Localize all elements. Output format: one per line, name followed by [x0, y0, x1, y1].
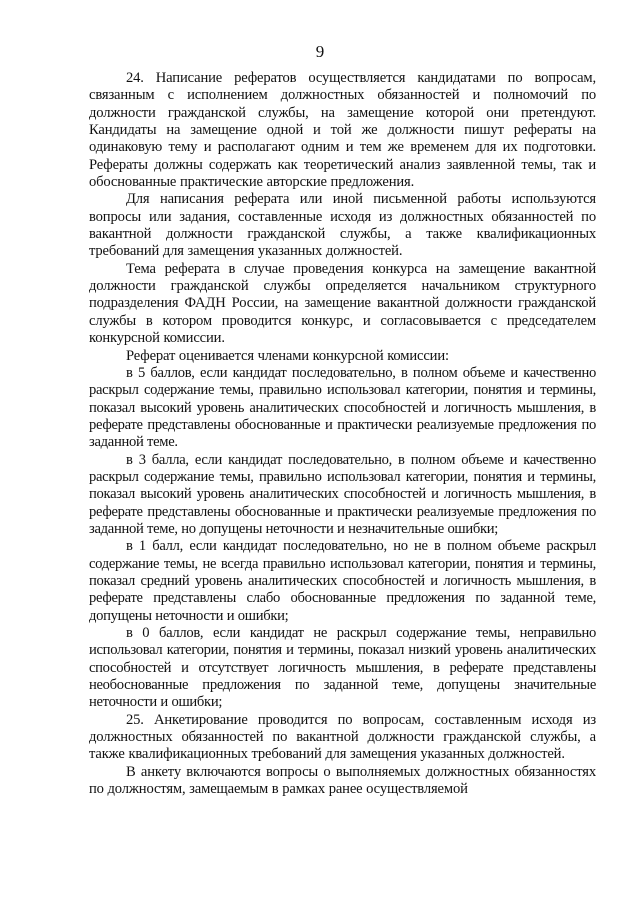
paragraph-score-1: в 1 балл, если кандидат последовательно, но не в полном объеме раскрыл содержание темы, не всегда правильно использовал категории, понятия и термины, показал средний уровень аналитических способностей и логичность мышления, в реферате представлены слабо обоснованные предложения по заданной теме, допущены неточности и ошибки; — [89, 538, 596, 624]
paragraph-questionnaire-content: В анкету включаются вопросы о выполняемых должностных обязанностях по должностям, замещаемым в рамках ранее осуществляемой — [89, 763, 596, 798]
paragraph-essay-questions: Для написания реферата или иной письменной работы используются вопросы или задания, составленные исходя из должностных обязанностей по вакантной должности гражданской службы, а также квалификационных требований для замещения указанных должностей. — [89, 191, 596, 260]
paragraph-24-essays: 24. Написание рефератов осуществляется кандидатами по вопросам, связанным с исполнением должностных обязанностей и полномочий по должности гражданской службы, на замещение которой они претендуют. Кандидаты на замещение одной и той же должности пишут рефераты на одинаковую тему и располагают одним и тем же временем для их подготовки. Рефераты должны содержать как теоретический анализ заявленной темы, так и обоснованные практические авторские предложения. — [89, 70, 596, 191]
paragraph-score-3: в 3 балла, если кандидат последовательно, в полном объеме и качественно раскрыл содержание темы, правильно использовал категории, понятия и термины, показал высокий уровень аналитических способностей и логичность мышления, в реферате представлены обоснованные и практически реализуемые предложения по заданной теме, но допущены неточности и незначительные ошибки; — [89, 451, 596, 537]
document-body — [89, 70, 596, 798]
paragraph-essay-topic: Тема реферата в случае проведения конкурса на замещение вакантной должности гражданской службы определяется начальником структурного подразделения ФАДН России, на замещение вакантной должности гражданской службы в котором проводится конкурс, и согласовывается с председателем конкурсной комиссии. — [89, 260, 596, 347]
paragraph-score-5: в 5 баллов, если кандидат последовательно, в полном объеме и качественно раскрыл содержание темы, правильно использовал категории, понятия и термины, показал высокий уровень аналитических способностей и логичность мышления, в реферате представлены обоснованные и практически реализуемые предложения по заданной теме. — [89, 364, 596, 451]
paragraph-score-0: в 0 баллов, если кандидат не раскрыл содержание темы, неправильно использовал категории, понятия и термины, показал низкий уровень аналитических способностей и отсутствует логичность мышления, в реферате представлены необоснованные предложения по заданной теме, допущены значительные неточности и ошибки; — [89, 625, 596, 711]
paragraph-25-questionnaire: 25. Анкетирование проводится по вопросам, составленным исходя из должностных обязанностей по вакантной должности гражданской службы, а также квалификационных требований для замещения указанных должностей. — [89, 711, 596, 763]
page-number: 9 — [315, 42, 325, 61]
paragraph-essay-evaluation: Реферат оценивается членами конкурсной комиссии: — [126, 347, 449, 364]
